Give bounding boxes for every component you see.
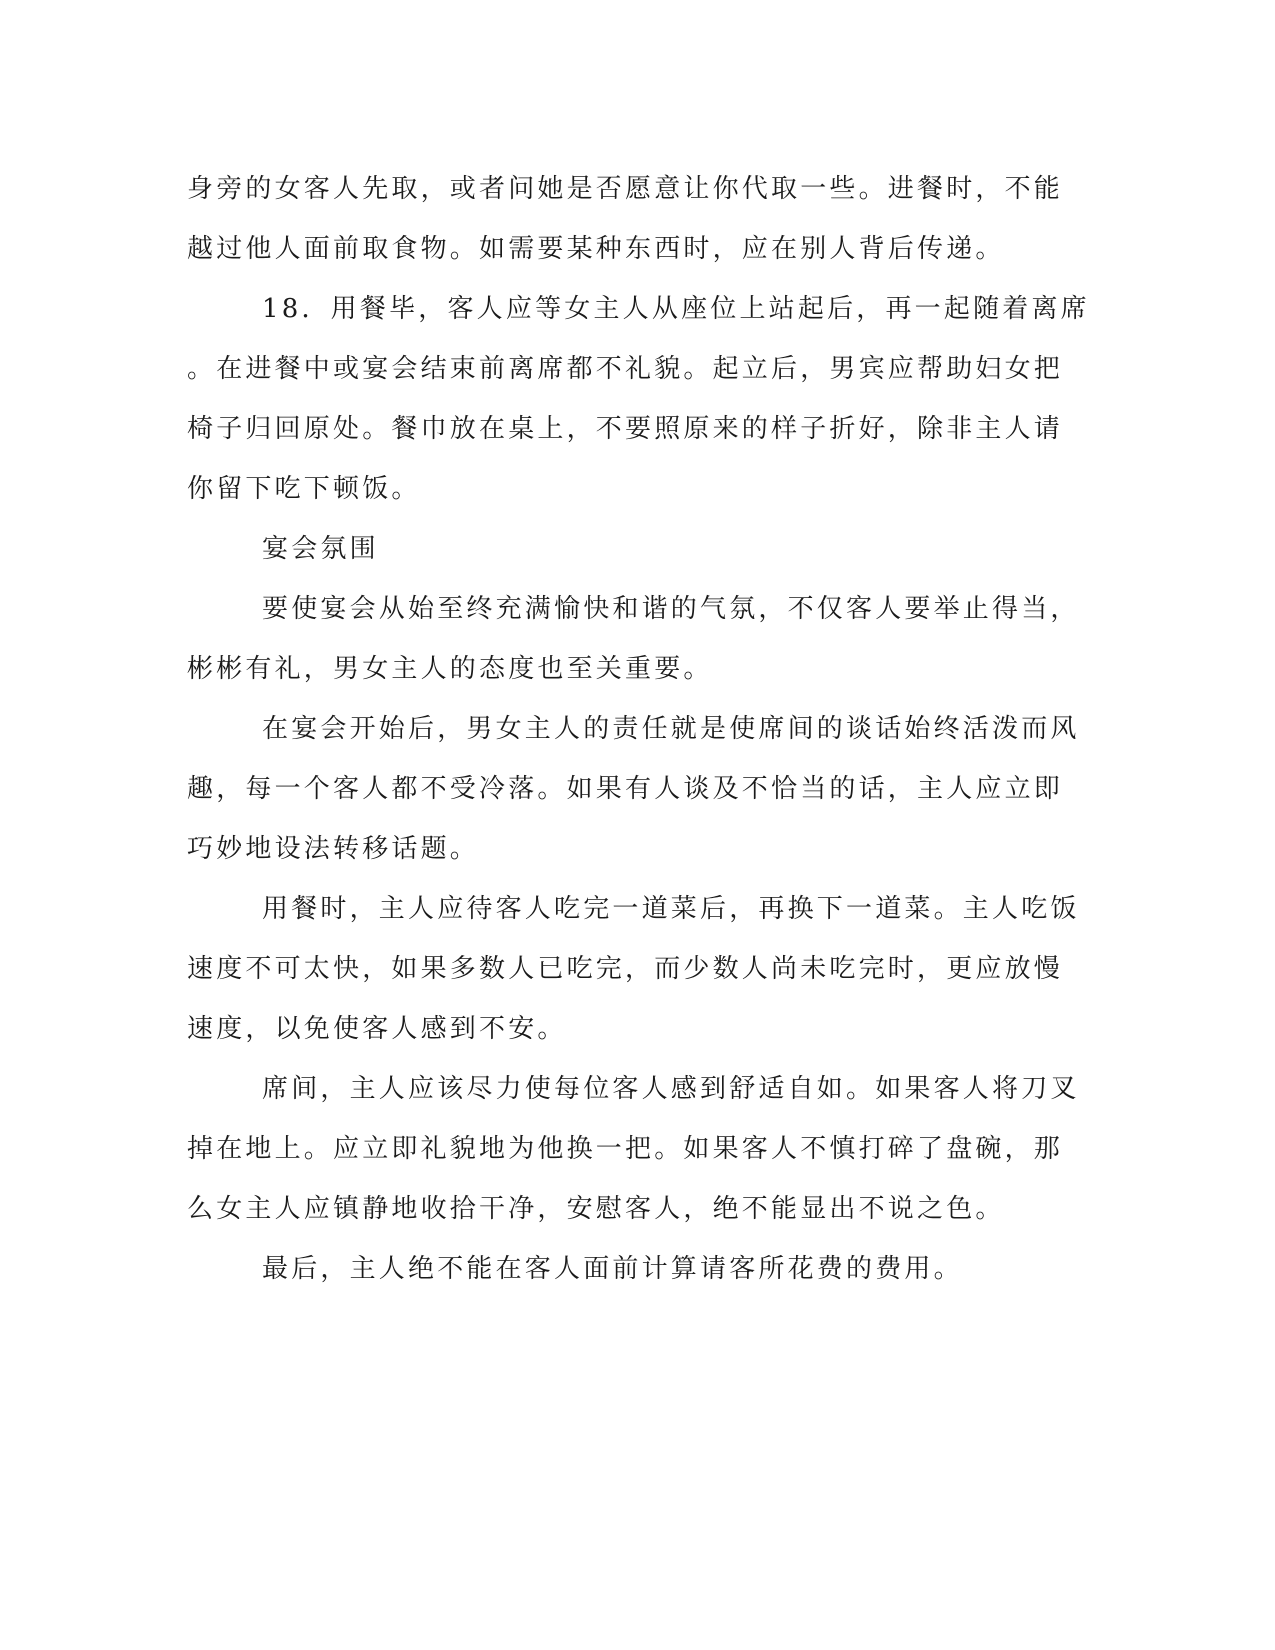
text-line: 彬彬有礼，男女主人的态度也至关重要。 [187,654,713,684]
section-heading: 宴会氛围 [262,534,379,564]
text-line: 在宴会开始后，男女主人的责任就是使席间的谈话始终活泼而风 [262,714,1080,744]
text-line: 身旁的女客人先取，或者问她是否愿意让你代取一些。进餐时，不能 [187,174,1064,204]
text-line: 么女主人应镇静地收拾干净，安慰客人，绝不能显出不说之色。 [187,1194,1005,1224]
text-line: 18．用餐毕，客人应等女主人从座位上站起后，再一起随着离席 [262,294,1090,324]
text-line: 速度不可太快，如果多数人已吃完，而少数人尚未吃完时，更应放慢 [187,954,1064,984]
text-line: 最后，主人绝不能在客人面前计算请客所花费的费用。 [262,1254,963,1284]
text-line: 巧妙地设法转移话题。 [187,834,480,864]
text-line: 用餐时，主人应待客人吃完一道菜后，再换下一道菜。主人吃饭 [262,894,1080,924]
text-line: 椅子归回原处。餐巾放在桌上，不要照原来的样子折好，除非主人请 [187,414,1064,444]
text-line: 你留下吃下顿饭。 [187,474,421,504]
text-line: 趣，每一个客人都不受冷落。如果有人谈及不恰当的话，主人应立即 [187,774,1064,804]
text-line: 速度，以免使客人感到不安。 [187,1014,567,1044]
text-line: 掉在地上。应立即礼貌地为他换一把。如果客人不慎打碎了盘碗，那 [187,1134,1064,1164]
text-line: 。在进餐中或宴会结束前离席都不礼貌。起立后，男宾应帮助妇女把 [187,354,1064,384]
text-line: 越过他人面前取食物。如需要某种东西时，应在别人背后传递。 [187,234,1005,264]
text-line: 要使宴会从始至终充满愉快和谐的气氛，不仅客人要举止得当， [262,594,1080,624]
text-line: 席间，主人应该尽力使每位客人感到舒适自如。如果客人将刀叉 [262,1074,1080,1104]
